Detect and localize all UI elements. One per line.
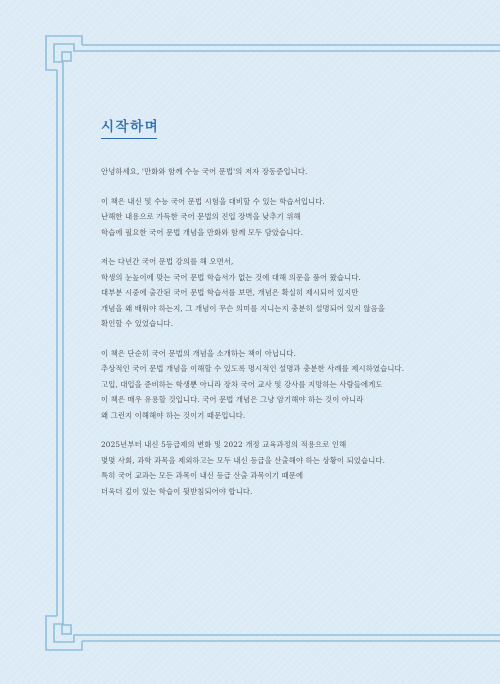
text-line: 추상적인 국어 문법 개념을 이해할 수 있도록 명시적인 설명과 충분한 사례를 제시하였습니다.: [101, 364, 405, 373]
text-line: 2025년부터 내신 5등급제의 변화 및 2022 개정 교육과정의 적용으로 인해: [101, 440, 347, 449]
text-line: 대부분 시중에 출간된 국어 문법 학습서를 보면, 개념은 확실히 제시되어 있지만: [101, 288, 359, 297]
text-line: 확인할 수 있었습니다.: [101, 319, 174, 328]
paragraph: [101, 254, 431, 332]
text-line: 몇몇 사회, 과학 과목을 제외하고는 모두 내신 등급을 산출해야 하는 상황이 되었습니다.: [101, 455, 386, 465]
text-line: 특히 국어 교과는 모든 과목이 내신 등급 산출 과목이기 때문에: [101, 471, 304, 480]
text-line: 저는 다년간 국어 문법 강의를 해 오면서,: [101, 257, 234, 266]
text-line: 더욱더 깊이 있는 학습이 뒷받침되어야 합니다.: [101, 486, 253, 496]
paragraph: [101, 346, 431, 424]
text-line: 안녕하세요, '만화와 함께 수능 국어 문법'의 저자 장동준입니다.: [101, 167, 308, 176]
text-line: 개념을 왜 배워야 하는지, 그 개념이 무슨 의미를 지니는지 충분히 설명되어 있지 않음을: [101, 303, 386, 313]
text-line: 난해한 내용으로 가득한 국어 문법의 진입 장벽을 낮추기 위해: [101, 212, 301, 221]
text-line: 이 책은 매우 유용할 것입니다. 국어 문법 개념은 그냥 암기해야 하는 것이 아니라: [101, 395, 364, 404]
text-line: 학생의 눈높이에 맞는 국어 문법 학습서가 없는 것에 대해 의문을 품어 왔습니다.: [101, 272, 361, 282]
paragraph: [101, 437, 431, 499]
text-line: 학습에 필요한 국어 문법 개념을 만화와 함께 모두 담았습니다.: [101, 227, 304, 237]
corner-ornament-top-left: [46, 36, 82, 70]
title-underline: [101, 138, 157, 139]
text-line: 이 책은 내신 및 수능 국어 문법 시험을 대비할 수 있는 학습서입니다.: [101, 196, 325, 206]
page-title: 시작하며: [101, 119, 160, 135]
text-line: 왜 그런지 이해해야 하는 것이기 때문입니다.: [101, 410, 246, 420]
corner-ornament-bottom-left: [46, 616, 82, 650]
text-line: 이 책은 단순히 국어 문법의 개념을 소개하는 책이 아닙니다.: [101, 348, 296, 358]
paragraph: [101, 194, 431, 241]
preface-body: [101, 164, 431, 499]
paragraph: [101, 164, 431, 180]
preface-content: [101, 118, 431, 513]
text-line: 고입, 대입을 준비하는 학생뿐 아니라 장차 국어 교사 및 강사를 지망하는 사람들에게도: [101, 379, 383, 389]
